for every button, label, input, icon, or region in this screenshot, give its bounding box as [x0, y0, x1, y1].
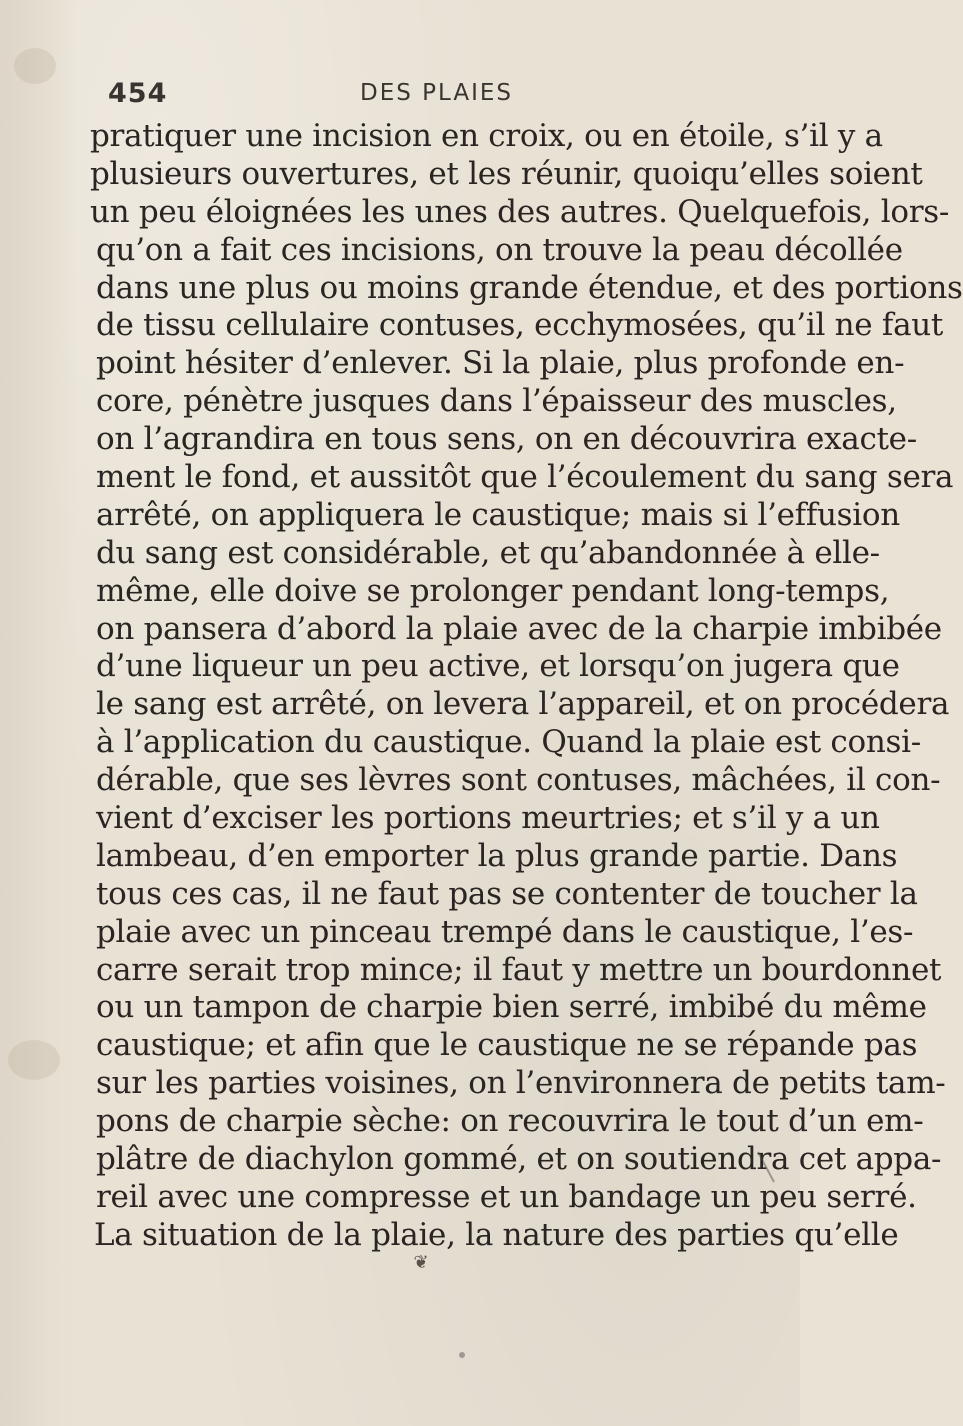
- text-line: plusieurs ouvertures, et les réunir, quoiqu’elles soient: [90, 155, 923, 192]
- text-line: point hésiter d’enlever. Si la plaie, plus profonde en-: [96, 345, 905, 382]
- text-line: ment le fond, et aussitôt que l’écoulement du sang sera: [96, 459, 954, 496]
- text-line: qu’on a fait ces incisions, on trouve la peau décollée: [96, 231, 903, 268]
- text-line: d’une liqueur un peu active, et lorsqu’on jugera que: [96, 648, 900, 685]
- text-line: core, pénètre jusques dans l’épaisseur des muscles,: [96, 383, 897, 420]
- text-line: reil avec une compresse et un bandage un peu serré.: [96, 1178, 917, 1215]
- text-line: tous ces cas, il ne faut pas se contenter de toucher la: [96, 875, 918, 912]
- text-line: du sang est considérable, et qu’abandonnée à elle-: [96, 534, 880, 571]
- paper-stain: [14, 48, 56, 84]
- section-title: DES PLAIES: [360, 80, 514, 106]
- text-line: plaie avec un pinceau trempé dans le caustique, l’es-: [96, 913, 914, 950]
- body-text: [90, 118, 963, 1255]
- text-line: dans une plus ou moins grande étendue, et des portions: [96, 269, 963, 306]
- ornament-icon: ❦: [413, 1252, 429, 1273]
- text-line: caustique; et afin que le caustique ne se répande pas: [96, 1027, 918, 1064]
- text-line: on pansera d’abord la plaie avec de la charpie imbibée: [96, 610, 942, 647]
- text-line: plâtre de diachylon gommé, et on soutiendra cet appa-: [96, 1141, 942, 1178]
- text-line: lambeau, d’en emporter la plus grande partie. Dans: [96, 837, 898, 874]
- text-line: carre serait trop mince; il faut y mettre un bourdonnet: [96, 951, 942, 988]
- page-gutter: [0, 0, 78, 1426]
- text-line: le sang est arrêté, on levera l’appareil, et on procédera: [96, 686, 950, 723]
- text-line: à l’application du caustique. Quand la plaie est consi-: [96, 724, 921, 761]
- text-line: arrêté, on appliquera le caustique; mais si l’effusion: [96, 496, 900, 533]
- text-line: dérable, que ses lèvres sont contuses, mâchées, il con-: [96, 762, 941, 799]
- text-line: ou un tampon de charpie bien serré, imbibé du même: [96, 989, 927, 1026]
- text-line: on l’agrandira en tous sens, on en découvrira exacte-: [96, 421, 917, 458]
- text-line: pratiquer une incision en croix, ou en étoile, s’il y a: [90, 118, 883, 154]
- ink-speck: [459, 1352, 465, 1358]
- text-line: sur les parties voisines, on l’environnera de petits tam-: [96, 1065, 946, 1102]
- page-number: 454: [108, 78, 168, 109]
- text-line: même, elle doive se prolonger pendant long-temps,: [96, 572, 890, 609]
- paper-stain: [8, 1040, 60, 1080]
- text-line: vient d’exciser les portions meurtries; et s’il y a un: [96, 800, 880, 837]
- text-line: un peu éloignées les unes des autres. Quelquefois, lors-: [90, 193, 950, 230]
- text-line: La situation de la plaie, la nature des parties qu’elle: [94, 1216, 899, 1253]
- running-header: [98, 78, 768, 118]
- text-line: pons de charpie sèche: on recouvrira le tout d’un em-: [96, 1103, 924, 1140]
- text-line: de tissu cellulaire contuses, ecchymosées, qu’il ne faut: [96, 307, 944, 344]
